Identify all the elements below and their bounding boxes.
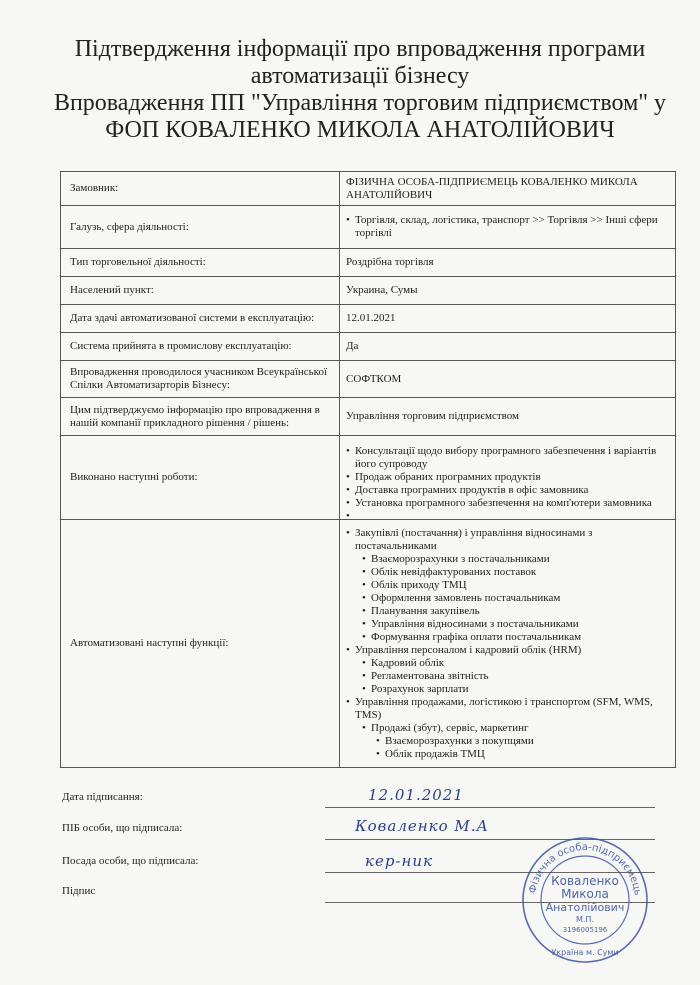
solution-label: Цим підтверджуємо інформацію про впровадження в нашій компанії прикладного рішення / рішень: (61, 398, 340, 436)
row-partner (61, 361, 676, 398)
signer-position-handwritten: кер-ник (365, 852, 434, 870)
row-works (61, 436, 676, 520)
row-functions (61, 520, 676, 768)
function-item: • Взаєморозрахунки з постачальниками (362, 553, 669, 566)
trade-type-label: Тип торговельної діяльності: (61, 249, 340, 277)
city-value: Украина, Сумы (340, 277, 676, 305)
accepted-value: Да (340, 333, 676, 361)
date-label: Дата здачі автоматизованої системи в експлуатацію: (61, 305, 340, 333)
row-customer (61, 172, 676, 206)
solution-value: Управління торговим підприємством (340, 398, 676, 436)
signer-name-label: ПІБ особи, що підписала: (62, 822, 183, 834)
works-item: • Установка програмного забезпечення на комп'ютери замовника (346, 497, 669, 510)
function-item: • Розрахунок зарплати (362, 683, 669, 696)
works-list (346, 445, 669, 510)
date-value: 12.01.2021 (340, 305, 676, 333)
function-item: • Облік невідфактурованих поставок (362, 566, 669, 579)
works-item: • Продаж обраних програмних продуктів (346, 471, 669, 484)
stamp-ring-text: Фізична особа-підприємець (527, 841, 643, 897)
company-stamp (520, 835, 650, 965)
function-group: • Управління персоналом і кадровий облік (HRM) (346, 644, 669, 657)
row-trade-type (61, 249, 676, 277)
row-solution (61, 398, 676, 436)
trade-type-value: Роздрібна торгівля (340, 249, 676, 277)
accepted-label: Система прийнята в промислову експлуатацію: (61, 333, 340, 361)
signer-position-label: Посада особи, що підписала: (62, 855, 199, 867)
works-label: Виконано наступні роботи: (61, 436, 340, 520)
industry-label: Галузь, сфера діяльності: (61, 206, 340, 249)
partner-value: СОФТКОМ (340, 361, 676, 398)
row-accepted (61, 333, 676, 361)
function-item: • Облік приходу ТМЦ (362, 579, 669, 592)
function-item: • Облік продажів ТМЦ (376, 748, 669, 761)
function-item: • Планування закупівель (362, 605, 669, 618)
info-table (60, 171, 676, 768)
function-item: • Регламентована звітність (362, 670, 669, 683)
function-subgroup: • Продажі (збут), сервіс, маркетинг (362, 722, 669, 735)
industry-value: • Торгівля, склад, логістика, транспорт >> Торгівля >> Інші сфери торгівлі (346, 214, 669, 240)
signing-date-handwritten: 12.01.2021 (368, 786, 464, 804)
row-city (61, 277, 676, 305)
functions-list (346, 527, 669, 553)
signature-label: Підпис (62, 885, 96, 897)
function-item: • Взаєморозрахунки з покупцями (376, 735, 669, 748)
partner-label: Впровадження проводилося учасником Всеукраїнської Спілки Автоматизарторів Бізнесу: (61, 361, 340, 398)
function-item: • Формування графіка оплати постачальникам (362, 631, 669, 644)
title-line-4: ФОП КОВАЛЕНКО МИКОЛА АНАТОЛІЙОВИЧ (105, 117, 615, 143)
function-item: • Управління відносинами з постачальниками (362, 618, 669, 631)
row-industry (61, 206, 676, 249)
works-item: • Консультації щодо вибору програмного забезпечення і варіантів його супроводу (346, 445, 669, 471)
customer-label: Замовник: (61, 172, 340, 206)
stamp-city: Україна м. Суми (551, 948, 619, 957)
function-group: • Закупівлі (постачання) і управління відносинами з постачальниками (346, 527, 669, 553)
title-line-1: Підтвердження інформації про впровадження програми (74, 36, 646, 62)
stamp-name-2: Микола (561, 887, 609, 901)
stamp-name-1: Коваленко (551, 874, 619, 888)
signing-date-line (325, 806, 655, 808)
title-line-3: Впровадження ПП "Управління торговим підприємством" у (53, 90, 667, 116)
signer-name-handwritten: Коваленко М.А (355, 817, 489, 835)
stamp-name-3: Анатолійович (545, 901, 625, 914)
function-item: • Кадровий облік (362, 657, 669, 670)
signing-date-label: Дата підписання: (62, 791, 143, 803)
title-line-2: автоматизації бізнесу (250, 63, 470, 89)
works-item: • Доставка програмних продуктів в офіс замовника (346, 484, 669, 497)
stamp-code: 3196005196 (562, 926, 608, 934)
city-label: Населений пункт: (61, 277, 340, 305)
row-date (61, 305, 676, 333)
function-group: • Управління продажами, логістикою і транспортом (SFM, WMS, TMS) (346, 696, 669, 722)
stamp-mp: М.П. (575, 915, 595, 924)
document-title (40, 36, 680, 144)
function-item: • Оформлення замовлень постачальникам (362, 592, 669, 605)
customer-value: ФІЗИЧНА ОСОБА-ПІДПРИЄМЕЦЬ КОВАЛЕНКО МИКОЛА АНАТОЛІЙОВИЧ (340, 172, 676, 206)
functions-label: Автоматизовані наступні функції: (61, 520, 340, 768)
